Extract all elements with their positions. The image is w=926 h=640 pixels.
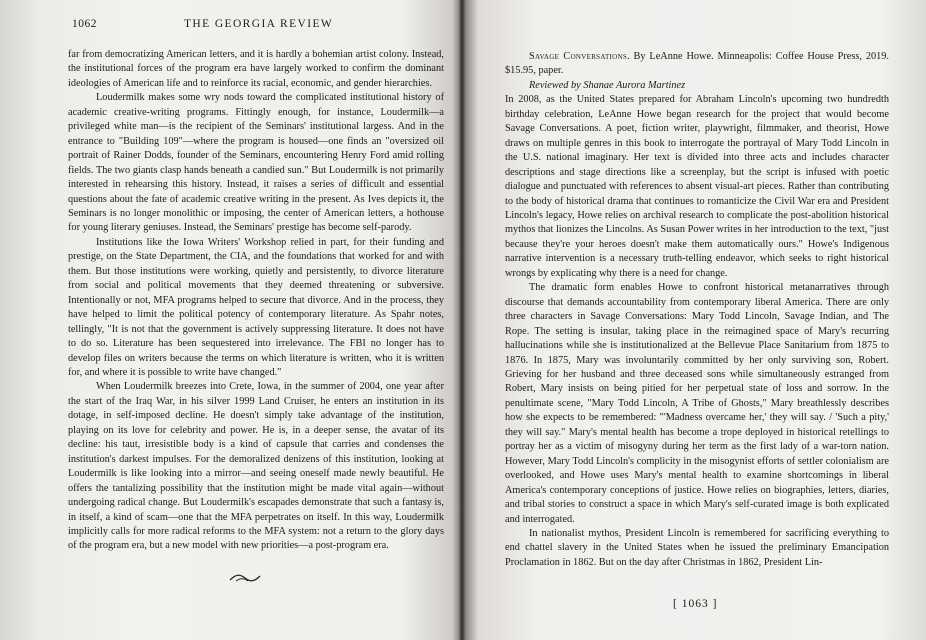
book-title: Savage Conversations: [529, 51, 628, 62]
paragraph: Loudermilk makes some wry nods toward the complicated institutional history of academic creative-writing programs. Fittingly enough, for instance, Loudermilk—a privileged white man—is the recipient of the Seminars' institutional largess. And in the entrance to "Building 109"—where the program is housed—one finds an "oversized oil portrait of Rainer Dodds, founder of the Seminars, encountering Henry Ford amid rolling fields. The two giants clasp hands beneath a candied sun." But Loudermilk is not primarily interested in rehearsing this history. Instead, it raises a series of difficult and essential questions about the fate of academic creative writing in the present. As Ives depicts it, the Seminars is no longer monolithic or imposing, the center of American letters, a hothouse for young literary geniuses. Instead, the Seminars' prestige has become self-parody.: [68, 92, 444, 234]
page-number: [ 1063 ]: [673, 598, 718, 610]
paragraph: Institutions like the Iowa Writers' Workshop relied in part, for their funding and prestige, on the State Department, the CIA, and the foundations that worked for and with them. But those institutions were working, quietly and persistently, to divorce literature from social and political movements that they deemed threatening or subversive. Intentionally or not, MFA programs helped to secure that divorce. And in the process, they have helped to limit the political potency of contemporary literature. As Spahr notes, tellingly, "It is not that the government is actively suppressing literature. It does not have to do so. Literature has been sequestered into irrelevance. The FBI no longer has to develop files on writers because the terms on which literature is written, who it is written for, and where it is possible to write have changed.": [68, 236, 444, 378]
reviewer-byline: Reviewed by Shanae Aurora Martinez: [529, 79, 686, 91]
paragraph: The dramatic form enables Howe to confront historical metanarratives through discourse that demands accountability from contemporary liberal America. There are only three characters in Savage Conversations: Mary Todd Lincoln, Savage Indian, and The Rope. The setting is insular, taking place in the reimagined space of Mary's recurring hallucinations while she is institutionalized at the Bellevue Place Sanitarium from 1875 to 1876. In 1875, Mary was involuntarily committed by her only surviving son, Robert. Grieving for her husband and three deceased sons while simultaneously estranged from Robert, Mary insists on being pitied for her perpetual state of loss and sorrow. In the penultimate scene, "Mary Todd Lincoln, A Tribe of Ghosts," Mary breathlessly describes how she expects to be remembered: "'Madness overcame her,' they will say. / 'Such a pity,' they will say." Mary's mental health has become a trope deployed in historical retellings to portray her as a victim of misogyny during her term as the first lady of a war-torn nation. However, Mary Todd Lincoln's complicity in the misogynist efforts of settler colonialism are overlooked, and Howe uses Mary's mental health to examine shortcomings in liberal America's contemporary conceptions of justice. Howe relies on biographies, letters, diaries, and tribal stories to construct a space in which Mary's self-curated image is both explicated and interrogated.: [505, 282, 889, 525]
journal-title: THE GEORGIA REVIEW: [184, 18, 334, 30]
right-page-body: [505, 50, 889, 570]
book-citation: [505, 50, 889, 79]
paragraph: In nationalist mythos, President Lincoln is remembered for sacrificing everything to end chattel slavery in the United States when he issued the preliminary Emancipation Proclamation in 1862. But on the day after Christmas in 1862, President Lin-: [505, 527, 889, 568]
left-page-body: [68, 48, 444, 554]
section-ornament-icon: [228, 572, 262, 584]
page-folio: 1062: [72, 18, 97, 30]
book-details: . By LeAnne Howe. Minneapolis: Coffee House Press, 2019. $15.95, paper.: [505, 51, 889, 77]
paragraph: When Loudermilk breezes into Crete, Iowa, in the summer of 2004, one year after the start of the Iraq War, in his silver 1999 Land Cruiser, he enters an institution in its dotage, in self-imposed decline. He doesn't simply take advantage of the institution, playing on its love for celebrity and power. He is, in a deeper sense, the avatar of its decline: his taut, irresistible body is a kind of capsule that carries and condenses the institution's darkest impulses. For the demoralized denizens of this institution, looking at Loudermilk is like looking into a mirror—and seeing oneself made newly beautiful. He offers the tantalizing possibility that the institution might be made vital again—without undergoing radical change. But Loudermilk's escapades demonstrate that such a fantasy is, in itself, a kind of scam—one that the MFA perpetrates on itself. In this way, Loudermilk implicitly calls for more radical reforms to the MFA system: not a return to the glory days of the program era, but a new model with new priorities—a post-program era.: [68, 381, 444, 552]
left-page: [0, 0, 462, 640]
right-page: [465, 0, 926, 640]
paragraph: In 2008, as the United States prepared for Abraham Lincoln's upcoming two hundredth birthday celebration, LeAnne Howe began research for the project that would become Savage Conversations. A poet, fiction writer, playwright, filmmaker, and theorist, Howe draws on multiple genres in this book to interrogate the portrayal of Mary Todd Lincoln in the U.S. national imaginary. Her text is divided into three acts and includes character descriptions and stage directions like a screenplay, but the script is infused with poetic dialogue and punctuated with references to absent visual-art pieces. Rather than contributing to the body of historical drama that continues to romanticize the Civil War era and President Lincoln's legacy, Howe relies on archival research to complicate the post-abolition historical mythos that lionizes the Lincolns. As Susan Power writes in her introduction to the text, "just because they're your heroes doesn't make them automatically ours." Howe's Indigenous narrative intervention is a necessary truth-telling endeavor, which seeks to right historical wrongs by explicating why there is a need for change.: [505, 94, 889, 279]
paragraph: far from democratizing American letters, and it is hardly a bohemian artist colony. Instead, the institutional forces of the program era have largely worked to confirm the dominant ideologies of American life and to reinforce its racial, economic, and gender hierarchies.: [68, 49, 444, 89]
